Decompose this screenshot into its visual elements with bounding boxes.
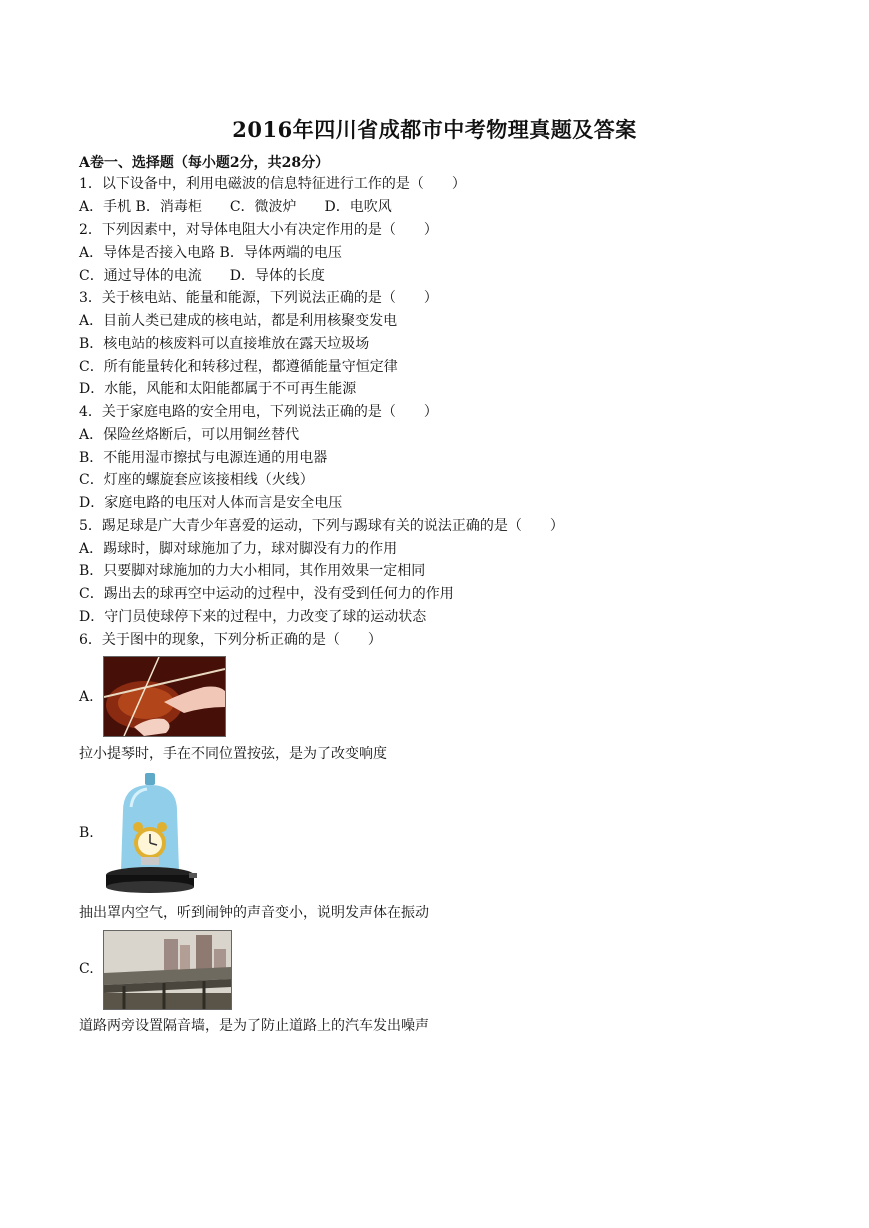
option-a-label: A. <box>79 689 94 705</box>
option-c-label: C. <box>79 961 94 977</box>
bell-jar-image <box>103 771 198 895</box>
question-2-options-ab: A．导体是否接入电路 B．导体两端的电压 <box>79 245 342 261</box>
question-4-option-b: B．不能用湿市擦拭与电源连通的用电器 <box>79 450 328 466</box>
section-heading: A卷一、选择题（每小题2分，共28分） <box>79 155 330 171</box>
question-2: 2．下列因素中，对导体电阻大小有决定作用的是（ ） <box>79 222 438 238</box>
question-5: 5．踢足球是广大青少年喜爱的运动，下列与踢球有关的说法正确的是（ ） <box>79 518 564 534</box>
question-4: 4．关于家庭电路的安全用电，下列说法正确的是（ ） <box>79 404 438 420</box>
question-5-option-d: D．守门员使球停下来的过程中，力改变了球的运动状态 <box>79 609 427 625</box>
page-title: 2016年四川省成都市中考物理真题及答案 <box>232 117 637 142</box>
question-5-option-a: A．踢球时，脚对球施加了力，球对脚没有力的作用 <box>79 541 398 557</box>
question-5-option-b: B．只要脚对球施加的力大小相同，其作用效果一定相同 <box>79 563 426 579</box>
question-3: 3．关于核电站、能量和能源，下列说法正确的是（ ） <box>79 290 438 306</box>
question-6: 6．关于图中的现象，下列分析正确的是（ ） <box>79 632 382 648</box>
option-b-caption: 抽出罩内空气，听到闹钟的声音变小，说明发声体在振动 <box>79 905 429 921</box>
question-3-option-d: D．水能，风能和太阳能都属于不可再生能源 <box>79 381 357 397</box>
question-4-option-c: C．灯座的螺旋套应该接相线（火线） <box>79 472 314 488</box>
question-3-option-a: A．目前人类已建成的核电站，都是利用核聚变发电 <box>79 313 398 329</box>
option-a-caption: 拉小提琴时，手在不同位置按弦，是为了改变响度 <box>79 746 387 762</box>
question-2-options-cd: C．通过导体的电流 D．导体的长度 <box>79 268 325 284</box>
question-5-option-c: C．踢出去的球再空中运动的过程中，没有受到任何力的作用 <box>79 586 454 602</box>
question-3-option-b: B．核电站的核废料可以直接堆放在露天垃圾场 <box>79 336 370 352</box>
question-1-options: A．手机 B．消毒柜 C．微波炉 D．电吹风 <box>79 199 392 215</box>
question-1: 1．以下设备中，利用电磁波的信息特征进行工作的是（ ） <box>79 176 466 192</box>
question-4-option-a: A．保险丝烙断后，可以用铜丝替代 <box>79 427 300 443</box>
violin-image <box>103 656 226 737</box>
option-b-label: B. <box>79 825 94 841</box>
noise-barrier-image <box>103 930 232 1010</box>
question-4-option-d: D．家庭电路的电压对人体而言是安全电压 <box>79 495 343 511</box>
question-3-option-c: C．所有能量转化和转移过程，都遵循能量守恒定律 <box>79 359 398 375</box>
option-c-caption: 道路两旁设置隔音墙，是为了防止道路上的汽车发出噪声 <box>79 1018 429 1034</box>
